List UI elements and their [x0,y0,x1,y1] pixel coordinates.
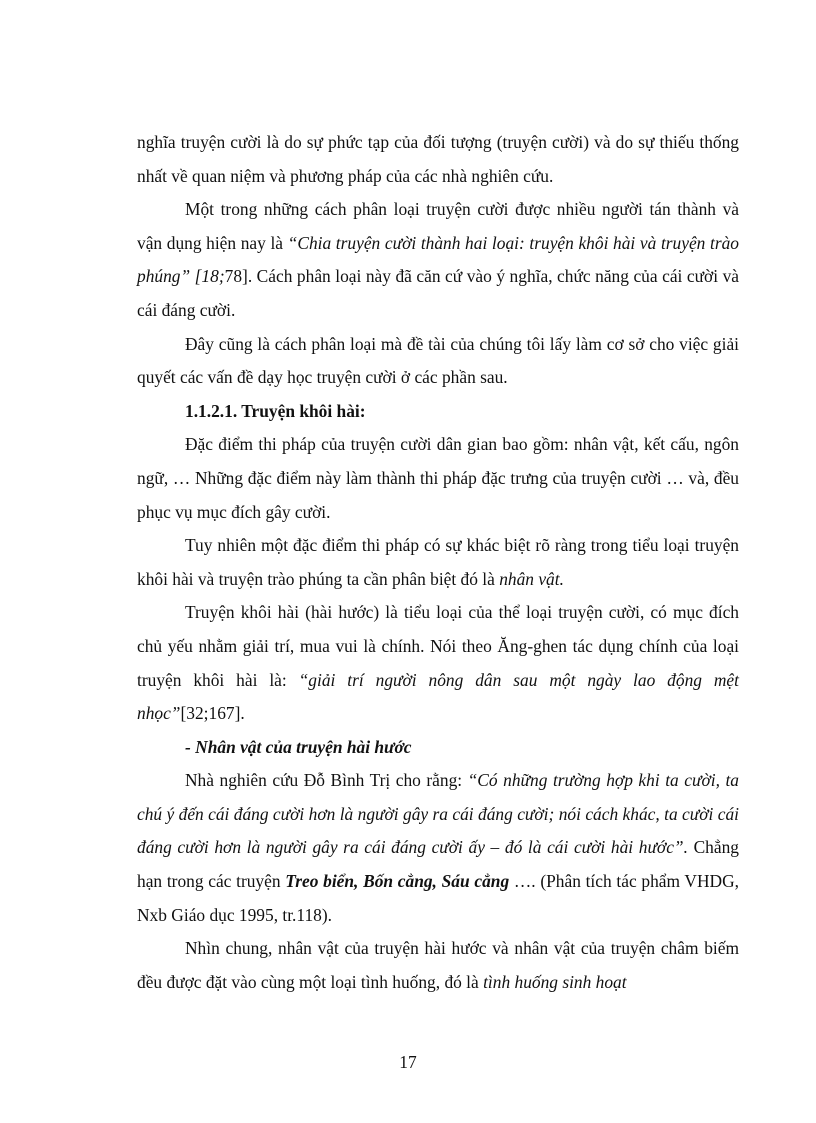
section-heading-1-1-2-1: 1.1.2.1. Truyện khôi hài: [185,400,366,421]
story-titles: Treo biển, Bốn cẳng, Sáu cẳng [285,871,510,892]
paragraph-4: Đặc điểm thi pháp của truyện cười dân gian bao gồm: nhân vật, kết cấu, ngôn ngữ, … Những đặc điểm này làm thành thi pháp đặc trưng của truyện cười … và, đều phục vụ mục đích gây cười. [137,434,739,522]
quote: “giải trí người nông dân sau một ngày lao động mệt nhọc” [137,669,739,724]
emphasis: nhân vật. [499,568,564,589]
page-number: 17 [399,1052,417,1072]
quote: “Chia truyện cười thành hai loại: truyện khôi hài và truyện trào phúng” [18; [137,232,739,287]
subheading-characters: - Nhân vật của truyện hài hước [185,736,412,757]
paragraph-8: Nhìn chung, nhân vật của truyện hài hước và nhân vật của truyện châm biếm đều được đặt vào cùng một loại tình huống, đó là tình huống sinh hoạt [137,938,739,992]
body-text [137,126,739,999]
paragraph-7: Nhà nghiên cứu Đỗ Bình Trị cho rằng: “Có những trường hợp khi ta cười, ta chú ý đến cái đáng cười hơn là người gây ra cái đáng cười; nói cách khác, ta cười cái đáng cười hơn là người gây ra cái đáng cười ấy – đó là cái cười hài hước”. Chẳng hạn trong các truyện Treo biển, Bốn cẳng, Sáu cẳng …. (Phân tích tác phẩm VHDG, Nxb Giáo dục 1995, tr.118). [137,770,739,925]
paragraph-6: Truyện khôi hài (hài hước) là tiểu loại của thể loại truyện cười, có mục đích chủ yếu nhằm giải trí, mua vui là chính. Nói theo Ăng-ghen tác dụng chính của loại truyện khôi hài là: “giải trí người nông dân sau một ngày lao động mệt nhọc”[32;167]. [137,602,739,724]
paragraph-3: Đây cũng là cách phân loại mà đề tài của chúng tôi lấy làm cơ sở cho việc giải quyết các vấn đề dạy học truyện cười ở các phần sau. [137,333,739,388]
emphasis: tình huống sinh hoạt [483,971,627,992]
quote: “Có những trường hợp khi ta cười, ta chú ý đến cái đáng cười hơn là người gây ra cái đáng cười; nói cách khác, ta cười cái đáng cười hơn là người gây ra cái đáng cười ấy – đó là cái cười hài hước”. [137,770,739,858]
paragraph-5: Tuy nhiên một đặc điểm thi pháp có sự khác biệt rõ ràng trong tiểu loại truyện khôi hài và truyện trào phúng ta cần phân biệt đó là nhân vật. [137,535,739,589]
paragraph-1: nghĩa truyện cười là do sự phức tạp của đối tượng (truyện cười) và do sự thiếu thống nhất về quan niệm và phương pháp của các nhà nghiên cứu. [137,132,739,186]
paragraph-2: Một trong những cách phân loại truyện cười được nhiều người tán thành và vận dụng hiện nay là “Chia truyện cười thành hai loại: truyện khôi hài và truyện trào phúng” [18;78]. Cách phân loại này đã căn cứ vào ý nghĩa, chức năng của cái cười và cái đáng cười. [137,199,739,320]
